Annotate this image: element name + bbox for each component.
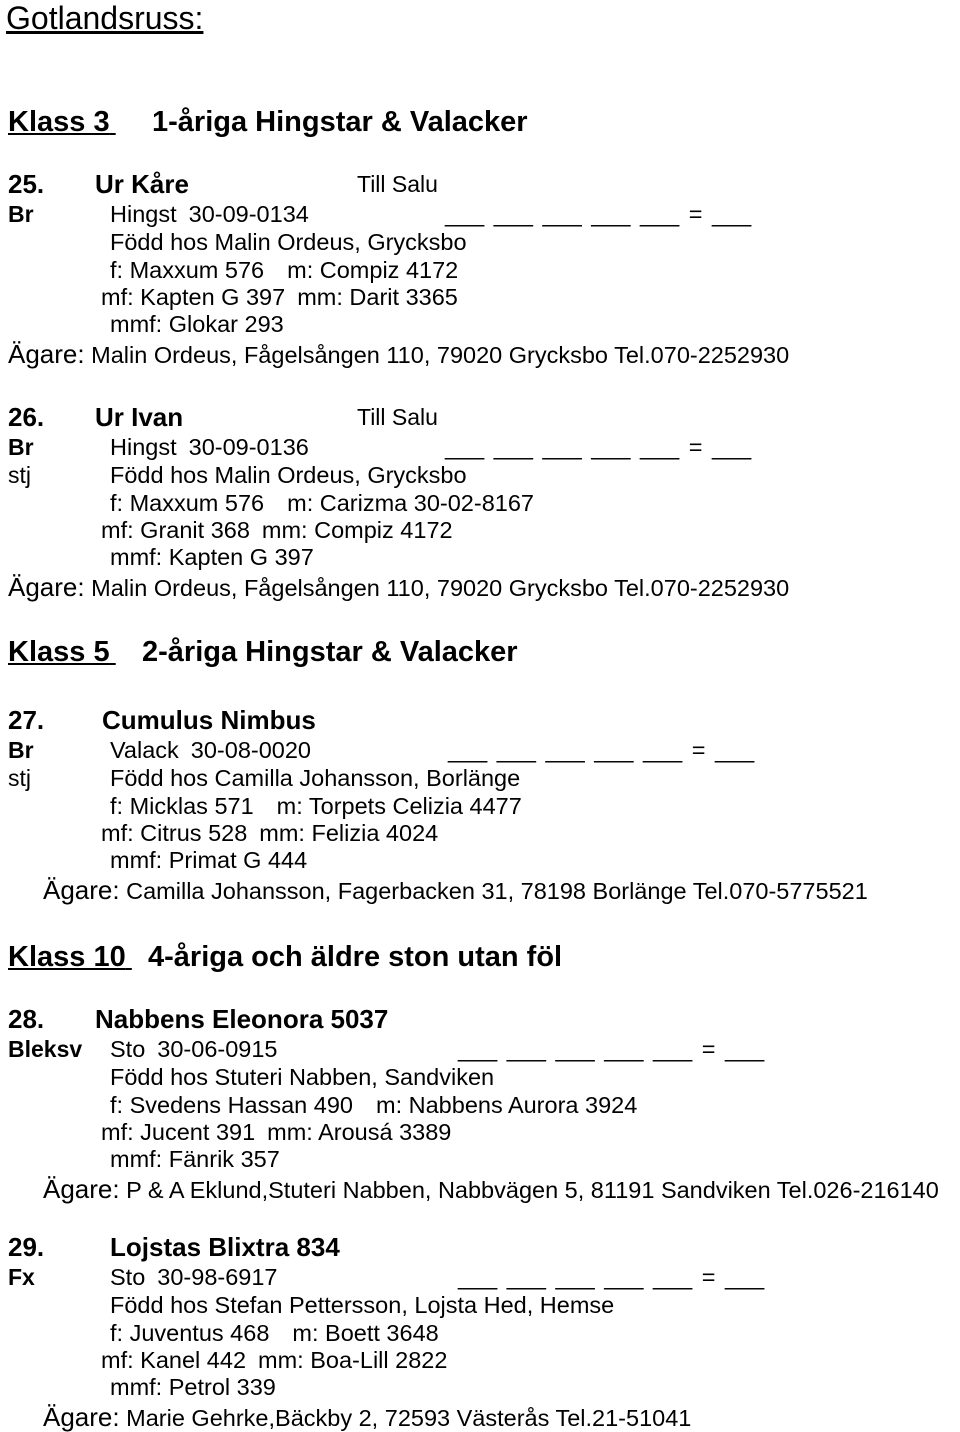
- dam-sire-label: mf:: [101, 517, 134, 543]
- pedigree-line-great: [0, 543, 960, 571]
- marking: stj: [8, 462, 31, 488]
- owner-label: Ägare:: [43, 1402, 120, 1432]
- dam-dam-label: mm:: [267, 1119, 313, 1145]
- dam-sire: Kapten G 397: [140, 284, 286, 310]
- horse-name: Cumulus Nimbus: [102, 705, 316, 735]
- owner-text: [8, 340, 789, 369]
- entry: [0, 1005, 960, 1203]
- registration-number: 30-09-0134: [188, 201, 309, 227]
- horse-name: Ur Ivan: [95, 402, 184, 432]
- pedigree-grandparents: [101, 283, 458, 311]
- owner: Malin Ordeus, Fågelsången 110, 79020 Grycksbo Tel.070-2252930: [91, 575, 790, 601]
- pedigree-line-great: [0, 1373, 960, 1401]
- sex-and-registration: [110, 1035, 278, 1063]
- sire: Svedens Hassan 490: [129, 1092, 353, 1118]
- entry-header: [0, 170, 960, 198]
- document-title: Gotlandsruss:: [6, 0, 204, 36]
- owner-line: [0, 876, 960, 904]
- score-blanks: ___ ___ ___ ___ ___ = ___: [458, 1264, 765, 1290]
- sire-label: f:: [110, 490, 124, 516]
- coat-color: Br: [8, 737, 34, 763]
- pedigree-great: [110, 846, 307, 874]
- sex: Hingst: [110, 201, 177, 227]
- breeder-label: Född hos: [110, 1292, 208, 1318]
- owner-text: [8, 573, 789, 602]
- entry-header: [0, 403, 960, 431]
- pedigree-great: [110, 1373, 276, 1401]
- dam-sire-label: mf:: [101, 1119, 134, 1145]
- pedigree-line-grandparents: [0, 516, 960, 544]
- registration-number: 30-06-0915: [157, 1036, 278, 1062]
- owner: Malin Ordeus, Fågelsången 110, 79020 Grycksbo Tel.070-2252930: [91, 342, 790, 368]
- entry-number: 29.: [8, 1232, 45, 1262]
- dam-dam-sire: Fänrik 357: [168, 1146, 280, 1172]
- breeder: Malin Ordeus, Grycksbo: [214, 229, 467, 255]
- marking: stj: [8, 765, 31, 791]
- pedigree-line-parents: [0, 792, 960, 820]
- pedigree-line-great: [0, 1145, 960, 1173]
- pedigree-line-grandparents: [0, 1118, 960, 1146]
- sire-label: f:: [110, 1092, 124, 1118]
- score-blanks: ___ ___ ___ ___ ___ = ___: [445, 201, 752, 227]
- entry-number: 27.: [8, 705, 45, 735]
- pedigree-grandparents: [101, 1118, 451, 1146]
- class-heading: [0, 635, 960, 669]
- pedigree-line-grandparents: [0, 819, 960, 847]
- sire: Micklas 571: [129, 793, 254, 819]
- entry-number: 28.: [8, 1004, 45, 1034]
- dam-sire: Granit 368: [140, 517, 250, 543]
- breeder-line: [0, 1063, 960, 1091]
- owner-text: [43, 1403, 691, 1432]
- dam-dam: Felizia 4024: [311, 820, 439, 846]
- pedigree-line-great: [0, 846, 960, 874]
- breeder: Stefan Pettersson, Lojsta Hed, Hemse: [214, 1292, 615, 1318]
- dam-dam-sire-label: mmf:: [110, 1146, 163, 1172]
- dam-label: m:: [276, 793, 303, 819]
- breeder-text: [110, 1291, 614, 1319]
- breeder-line: [0, 764, 960, 792]
- breeder-text: [110, 461, 467, 489]
- owner-text: [43, 876, 868, 905]
- dam-dam: Darit 3365: [349, 284, 458, 310]
- pedigree-line-grandparents: [0, 1346, 960, 1374]
- dam-dam-label: mm:: [261, 517, 308, 543]
- entry-header: [0, 706, 960, 734]
- registration-number: 30-09-0136: [188, 434, 309, 460]
- registration-line: [0, 200, 960, 228]
- dam: Carizma 30-02-8167: [319, 490, 534, 516]
- sire: Maxxum 576: [129, 257, 265, 283]
- dam-dam-label: mm:: [297, 284, 343, 310]
- dam-label: m:: [292, 1320, 319, 1346]
- breeder-line: [0, 228, 960, 256]
- owner-label: Ägare:: [43, 1174, 120, 1204]
- pedigree-great: [110, 543, 314, 571]
- dam: Compiz 4172: [319, 257, 459, 283]
- owner-text: [43, 1175, 939, 1204]
- pedigree-parents: [110, 792, 522, 820]
- horse-name: Ur Kåre: [95, 169, 189, 199]
- class-name: 1-åriga Hingstar & Valacker: [152, 106, 528, 138]
- pedigree-line-parents: [0, 1091, 960, 1119]
- dam-label: m:: [287, 490, 314, 516]
- dam-dam-sire: Kapten G 397: [168, 544, 314, 570]
- dam: Nabbens Aurora 3924: [408, 1092, 638, 1118]
- dam-sire-label: mf:: [101, 820, 134, 846]
- breeder-label: Född hos: [110, 229, 208, 255]
- pedigree-parents: [110, 1091, 637, 1119]
- dam-dam-sire: Petrol 339: [168, 1374, 276, 1400]
- entry: [0, 403, 960, 601]
- score-blanks: ___ ___ ___ ___ ___ = ___: [458, 1036, 765, 1062]
- coat-color: Bleksv: [8, 1036, 83, 1062]
- owner-line: [0, 340, 960, 368]
- breeder-line: [0, 461, 960, 489]
- dam-dam: Boa-Lill 2822: [310, 1347, 448, 1373]
- dam-sire-label: mf:: [101, 284, 134, 310]
- horse-name: Nabbens Eleonora 5037: [95, 1004, 389, 1034]
- owner-label: Ägare:: [8, 339, 85, 369]
- breeder: Malin Ordeus, Grycksbo: [214, 462, 467, 488]
- dam-dam-sire-label: mmf:: [110, 311, 163, 337]
- sale-note: Till Salu: [357, 404, 438, 430]
- pedigree-parents: [110, 256, 458, 284]
- pedigree-grandparents: [101, 1346, 447, 1374]
- sex-and-registration: [110, 433, 309, 461]
- dam-sire: Citrus 528: [140, 820, 248, 846]
- entry-number: 25.: [8, 169, 45, 199]
- owner-label: Ägare:: [8, 572, 85, 602]
- sex: Hingst: [110, 434, 177, 460]
- breeder-text: [110, 228, 467, 256]
- sex: Valack: [110, 737, 179, 763]
- pedigree-line-great: [0, 310, 960, 338]
- score-blanks: ___ ___ ___ ___ ___ = ___: [445, 434, 752, 460]
- pedigree-line-grandparents: [0, 283, 960, 311]
- dam-label: m:: [287, 257, 314, 283]
- registration-line: [0, 1035, 960, 1063]
- sire-label: f:: [110, 793, 124, 819]
- sex-and-registration: [110, 200, 309, 228]
- pedigree-grandparents: [101, 819, 438, 847]
- owner-line: [0, 1175, 960, 1203]
- pedigree-great: [110, 310, 284, 338]
- entry: [0, 170, 960, 368]
- owner: Camilla Johansson, Fagerbacken 31, 78198 Borlänge Tel.070-5775521: [126, 878, 868, 904]
- pedigree-line-parents: [0, 256, 960, 284]
- owner: P & A Eklund,Stuteri Nabben, Nabbvägen 5, 81191 Sandviken Tel.026-216140: [126, 1177, 939, 1203]
- horse-name: Lojstas Blixtra 834: [110, 1232, 340, 1262]
- dam-dam-sire: Primat G 444: [168, 847, 308, 873]
- dam-dam-label: mm:: [258, 1347, 304, 1373]
- sex: Sto: [110, 1264, 146, 1290]
- sex: Sto: [110, 1036, 146, 1062]
- pedigree-parents: [110, 489, 534, 517]
- dam-dam: Arousá 3389: [318, 1119, 452, 1145]
- pedigree-line-parents: [0, 1319, 960, 1347]
- class-heading: [0, 105, 960, 139]
- dam: Torpets Celizia 4477: [308, 793, 522, 819]
- sex-and-registration: [110, 1263, 278, 1291]
- owner-line: [0, 573, 960, 601]
- registration-number: 30-08-0020: [190, 737, 312, 763]
- breeder-text: [110, 1063, 494, 1091]
- owner-line: [0, 1403, 960, 1431]
- dam-dam-sire: Glokar 293: [168, 311, 284, 337]
- sex-and-registration: [110, 736, 311, 764]
- sale-note: Till Salu: [357, 171, 438, 197]
- entry: [0, 706, 960, 904]
- dam-dam-sire-label: mmf:: [110, 847, 163, 873]
- dam-dam-label: mm:: [259, 820, 305, 846]
- owner-label: Ägare:: [43, 875, 120, 905]
- dam-sire: Jucent 391: [140, 1119, 256, 1145]
- coat-color: Fx: [8, 1264, 35, 1290]
- breeder-text: [110, 764, 520, 792]
- breeder-label: Född hos: [110, 765, 208, 791]
- sire-label: f:: [110, 1320, 124, 1346]
- sire-label: f:: [110, 257, 124, 283]
- dam-sire-label: mf:: [101, 1347, 134, 1373]
- sire: Maxxum 576: [129, 490, 265, 516]
- class-name: 2-åriga Hingstar & Valacker: [142, 636, 518, 668]
- dam-dam-sire-label: mmf:: [110, 544, 163, 570]
- dam: Boett 3648: [325, 1320, 439, 1346]
- pedigree-parents: [110, 1319, 439, 1347]
- entry-header: [0, 1233, 960, 1261]
- breeder-label: Född hos: [110, 462, 208, 488]
- pedigree-grandparents: [101, 516, 453, 544]
- breeder: Camilla Johansson, Borlänge: [214, 765, 521, 791]
- score-blanks: ___ ___ ___ ___ ___ = ___: [448, 737, 755, 763]
- registration-line: [0, 736, 960, 764]
- dam-label: m:: [376, 1092, 403, 1118]
- breeder-line: [0, 1291, 960, 1319]
- class-label: Klass 5: [8, 636, 110, 668]
- registration-number: 30-98-6917: [157, 1264, 278, 1290]
- class-label: Klass 10: [8, 941, 126, 973]
- entry: [0, 1233, 960, 1431]
- dam-dam-sire-label: mmf:: [110, 1374, 163, 1400]
- coat-color: Br: [8, 201, 34, 227]
- class-heading: [0, 940, 960, 974]
- sire: Juventus 468: [129, 1320, 270, 1346]
- breeder-label: Född hos: [110, 1064, 208, 1090]
- dam-sire: Kanel 442: [140, 1347, 247, 1373]
- owner: Marie Gehrke,Bäckby 2, 72593 Västerås Tel.21-51041: [126, 1405, 692, 1431]
- entry-number: 26.: [8, 402, 45, 432]
- registration-line: [0, 433, 960, 461]
- pedigree-great: [110, 1145, 280, 1173]
- dam-dam: Compiz 4172: [314, 517, 453, 543]
- breeder: Stuteri Nabben, Sandviken: [214, 1064, 495, 1090]
- class-label: Klass 3: [8, 106, 110, 138]
- registration-line: [0, 1263, 960, 1291]
- coat-color: Br: [8, 434, 34, 460]
- entry-header: [0, 1005, 960, 1033]
- class-name: 4-åriga och äldre ston utan föl: [148, 941, 563, 973]
- pedigree-line-parents: [0, 489, 960, 517]
